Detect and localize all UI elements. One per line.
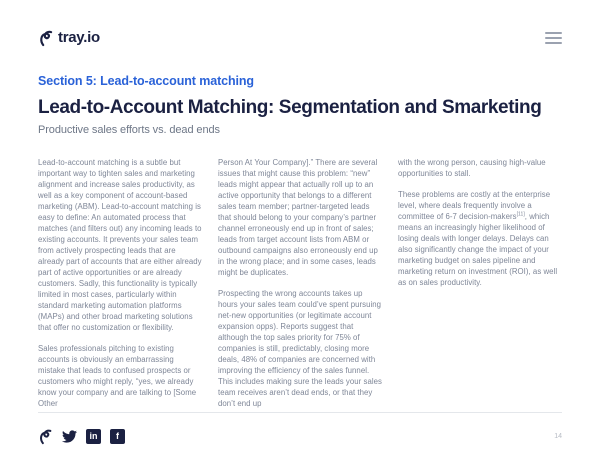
body-paragraph: Person At Your Company].” There are several issues that might cause this problem: “new” leads might appear that actually roll up to an active opportunity that belongs to a different sales team member; partner-targeted leads that should belong to your company’s partner channel erroneously end up in front of sales; leads from target account lists from ABM or outbound campaigns also erroneously end up in the wrong place; and in some cases, leads might be duplicates. [218,158,378,277]
tray-logo-icon[interactable] [38,427,53,445]
header [38,28,562,47]
logo-text: tray.io [58,29,100,46]
tray-io-logo[interactable] [38,28,100,47]
paragraph-text: These problems are costly at the enterprise level, where deals frequently involve a committee of 6-7 decision-makers [398,190,551,221]
facebook-icon[interactable]: f [110,429,125,444]
tray-logo-icon [38,28,54,47]
body-paragraph: Lead-to-account matching is a subtle but important way to tighten sales and marketing alignment and increase sales productivity, as well as a key component of account-based marketing (ABM). Lead-to-account matching is easy to define: An automated process that matches (and filters out) any incoming leads to existing accounts. It prevents your sales team from actively prospecting leads that are already part of accounts that are either already part of active opportunities or are already customers. Sadly, this functionality is typically limited in most cases, particularly within standard marketing automation platforms (MAPs) and other broad marketing solutions that offer no customization or flexibility. [38,158,202,332]
footer-divider [38,412,562,413]
body-paragraph: with the wrong person, causing high-value opportunities to stall. [398,158,546,178]
body-paragraph: Sales professionals pitching to existing accounts is obviously an embarrassing mistake that leads to confused prospects or customers who might reply, “yes, we already know your company and are talking to [Some Other [38,344,197,408]
page-title: Lead-to-Account Matching: Segmentation and Smarketing [38,97,542,118]
body-paragraph [398,189,562,288]
section-label: Section 5: Lead-to-account matching [38,74,254,88]
citation-ref[interactable]: [11] [516,211,525,218]
social-links [38,427,125,445]
article-body [38,157,562,419]
body-paragraph: Prospecting the wrong accounts takes up hours your sales team could’ve spent pursuing net-new opportunities (or legitimate account expansion opps). Reports suggest that although the top sales priority for 75% of companies is still, predictably, closing more deals, 48% of companies are concerned with improving the efficiency of the sales funnel. This includes making sure the leads your sales team receives aren’t dead ends, or that they don’t end up [218,289,382,408]
hamburger-menu-icon[interactable] [545,30,562,46]
page-subtitle: Productive sales efforts vs. dead ends [38,124,220,136]
linkedin-icon[interactable]: in [86,429,101,444]
text-column-1 [38,157,202,419]
page-number: 14 [554,432,562,440]
footer [38,412,562,445]
twitter-icon[interactable] [62,430,77,443]
text-column-3 [398,157,562,419]
text-column-2 [218,157,382,419]
paragraph-text: , which means an increasingly higher likelihood of losing deals with longer delays. Delays can also significantly change the impact of your marketing budget on sales pipeline and marketing return on investment (ROI), as well as on sales productivity. [398,212,558,287]
